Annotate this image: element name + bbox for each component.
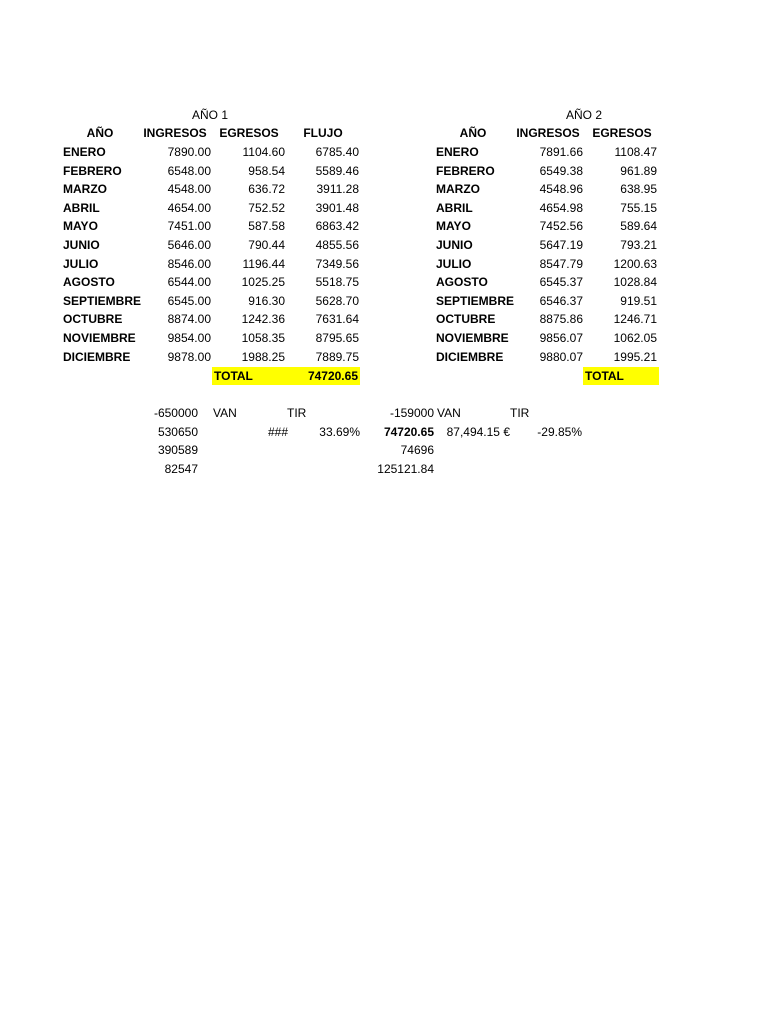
year2-cell-egresos[interactable]: 793.21: [620, 238, 657, 252]
year2-tir-value[interactable]: -29.85%: [537, 425, 582, 439]
year2-van-label[interactable]: VAN: [437, 406, 461, 420]
year1-cell-month[interactable]: OCTUBRE: [63, 312, 123, 326]
year1-cell-ingresos[interactable]: 9854.00: [167, 331, 211, 345]
year2-cell-ingresos[interactable]: 6549.38: [539, 164, 583, 178]
year1-cashflow-2[interactable]: 390589: [157, 443, 198, 457]
year1-header-ano[interactable]: AÑO: [86, 126, 114, 140]
year1-cell-egresos[interactable]: 1104.60: [242, 145, 285, 159]
year2-cell-month[interactable]: ENERO: [436, 145, 479, 159]
year2-cell-egresos[interactable]: 638.95: [620, 182, 657, 196]
year1-cell-ingresos[interactable]: 8546.00: [167, 257, 211, 271]
year2-cashflow-1[interactable]: 74720.65: [383, 425, 434, 439]
year1-cell-month[interactable]: JULIO: [63, 257, 99, 271]
year2-cell-egresos[interactable]: 589.64: [620, 219, 657, 233]
year1-cell-egresos[interactable]: 1242.36: [241, 312, 285, 326]
year2-cell-ingresos[interactable]: 9856.07: [539, 331, 583, 345]
year1-tir-label[interactable]: TIR: [287, 406, 307, 420]
year2-cell-month[interactable]: NOVIEMBRE: [436, 331, 509, 345]
year2-cell-ingresos[interactable]: 8875.86: [539, 312, 583, 326]
year1-cell-ingresos[interactable]: 8874.00: [167, 312, 211, 326]
year1-cell-flujo[interactable]: 3911.28: [316, 182, 359, 196]
year2-header-ingresos[interactable]: INGRESOS: [516, 126, 580, 140]
year1-cell-ingresos[interactable]: 9878.00: [167, 350, 211, 364]
year2-cell-ingresos[interactable]: 9880.07: [539, 350, 583, 364]
year2-cell-month[interactable]: MAYO: [436, 219, 471, 233]
year1-cashflow-3[interactable]: 82547: [164, 462, 198, 476]
year2-cell-month[interactable]: JUNIO: [436, 238, 473, 252]
year2-cell-egresos[interactable]: 1200.63: [613, 257, 657, 271]
year1-cell-month[interactable]: ENERO: [63, 145, 106, 159]
year1-total-label[interactable]: TOTAL: [212, 367, 286, 385]
year2-cell-month[interactable]: OCTUBRE: [436, 312, 496, 326]
year1-cell-egresos[interactable]: 916.30: [248, 294, 285, 308]
year2-cashflow-0[interactable]: -159000: [389, 406, 434, 420]
year1-cell-egresos[interactable]: 636.72: [248, 182, 285, 196]
year1-cell-ingresos[interactable]: 4654.00: [167, 201, 211, 215]
year2-cell-ingresos[interactable]: 8547.79: [539, 257, 583, 271]
year2-header-egresos[interactable]: EGRESOS: [592, 126, 652, 140]
year1-cashflow-1[interactable]: 530650: [157, 425, 198, 439]
year1-header-flujo[interactable]: FLUJO: [303, 126, 343, 140]
year2-total-label[interactable]: TOTAL: [583, 367, 659, 385]
year2-cell-month[interactable]: JULIO: [436, 257, 472, 271]
year1-cell-egresos[interactable]: 752.52: [248, 201, 285, 215]
year1-header-egresos[interactable]: EGRESOS: [219, 126, 279, 140]
year1-cell-egresos[interactable]: 1025.25: [241, 275, 285, 289]
year1-cell-flujo[interactable]: 8795.65: [315, 331, 359, 345]
year2-cell-egresos[interactable]: 1108.47: [614, 145, 657, 159]
year1-cell-flujo[interactable]: 5628.70: [315, 294, 359, 308]
year1-title[interactable]: AÑO 1: [191, 108, 228, 122]
year2-cashflow-2[interactable]: 74696: [400, 443, 434, 457]
year2-cell-ingresos[interactable]: 6546.37: [539, 294, 583, 308]
year2-cell-ingresos[interactable]: 7452.56: [539, 219, 583, 233]
year2-header-ano[interactable]: AÑO: [459, 126, 487, 140]
year1-cell-month[interactable]: NOVIEMBRE: [63, 331, 136, 345]
year1-total-value[interactable]: 74720.65: [286, 367, 360, 385]
year1-cell-egresos[interactable]: 958.54: [248, 164, 285, 178]
year2-cell-ingresos[interactable]: 4548.96: [539, 182, 583, 196]
year1-cashflow-0[interactable]: -650000: [153, 406, 198, 420]
year1-cell-month[interactable]: SEPTIEMBRE: [63, 294, 142, 308]
year2-title[interactable]: AÑO 2: [565, 108, 602, 122]
year1-cell-month[interactable]: FEBRERO: [63, 164, 122, 178]
year2-van-value[interactable]: 87,494.15 €: [446, 425, 510, 439]
year2-cell-month[interactable]: ABRIL: [436, 201, 473, 215]
year1-van-value[interactable]: ###: [267, 425, 288, 439]
year2-cell-ingresos[interactable]: 5647.19: [539, 238, 583, 252]
year1-cell-flujo[interactable]: 7889.75: [315, 350, 359, 364]
year1-cell-flujo[interactable]: 7631.64: [315, 312, 359, 326]
year2-cell-egresos[interactable]: 1028.84: [613, 275, 657, 289]
year2-cell-egresos[interactable]: 961.89: [620, 164, 657, 178]
year2-cell-egresos[interactable]: 1246.71: [613, 312, 657, 326]
year1-tir-value[interactable]: 33.69%: [319, 425, 360, 439]
year1-cell-flujo[interactable]: 5589.46: [315, 164, 359, 178]
year2-cell-ingresos[interactable]: 4654.98: [539, 201, 583, 215]
year2-cell-month[interactable]: FEBRERO: [436, 164, 495, 178]
year1-cell-month[interactable]: MARZO: [63, 182, 107, 196]
year2-cell-ingresos[interactable]: 6545.37: [539, 275, 583, 289]
year2-cell-egresos[interactable]: 1995.21: [613, 350, 657, 364]
year1-cell-month[interactable]: AGOSTO: [63, 275, 115, 289]
year1-van-label[interactable]: VAN: [213, 406, 237, 420]
year1-cell-month[interactable]: JUNIO: [63, 238, 100, 252]
year1-header-ingresos[interactable]: INGRESOS: [143, 126, 207, 140]
year2-tir-label[interactable]: TIR: [510, 406, 530, 420]
year1-cell-flujo[interactable]: 4855.56: [315, 238, 359, 252]
year1-cell-month[interactable]: ABRIL: [63, 201, 100, 215]
year1-cell-flujo[interactable]: 6785.40: [315, 145, 359, 159]
year2-cell-egresos[interactable]: 1062.05: [613, 331, 657, 345]
year1-cell-flujo[interactable]: 7349.56: [315, 257, 359, 271]
year2-cashflow-3[interactable]: 125121.84: [377, 462, 434, 476]
year1-cell-flujo[interactable]: 5518.75: [315, 275, 359, 289]
year1-cell-ingresos[interactable]: 4548.00: [167, 182, 211, 196]
year1-cell-month[interactable]: DICIEMBRE: [63, 350, 131, 364]
year2-cell-month[interactable]: MARZO: [436, 182, 480, 196]
year1-cell-egresos[interactable]: 790.44: [248, 238, 285, 252]
year1-cell-ingresos[interactable]: 6548.00: [167, 164, 211, 178]
year1-cell-ingresos[interactable]: 6544.00: [167, 275, 211, 289]
year2-cell-month[interactable]: DICIEMBRE: [436, 350, 504, 364]
year2-cell-ingresos[interactable]: 7891.66: [539, 145, 583, 159]
year1-cell-ingresos[interactable]: 7451.00: [167, 219, 211, 233]
year1-cell-ingresos[interactable]: 7890.00: [167, 145, 211, 159]
year1-cell-month[interactable]: MAYO: [63, 219, 98, 233]
year1-cell-egresos[interactable]: 1058.35: [241, 331, 285, 345]
year1-cell-ingresos[interactable]: 6545.00: [167, 294, 211, 308]
year1-cell-ingresos[interactable]: 5646.00: [167, 238, 211, 252]
year2-cell-egresos[interactable]: 755.15: [620, 201, 657, 215]
year2-cell-egresos[interactable]: 919.51: [620, 294, 657, 308]
year1-cell-egresos[interactable]: 1988.25: [241, 350, 285, 364]
year2-cell-month[interactable]: AGOSTO: [436, 275, 488, 289]
year1-cell-egresos[interactable]: 1196.44: [242, 257, 285, 271]
year1-cell-flujo[interactable]: 3901.48: [315, 201, 359, 215]
year1-cell-egresos[interactable]: 587.58: [248, 219, 285, 233]
year1-cell-flujo[interactable]: 6863.42: [315, 219, 359, 233]
year2-cell-month[interactable]: SEPTIEMBRE: [436, 294, 515, 308]
